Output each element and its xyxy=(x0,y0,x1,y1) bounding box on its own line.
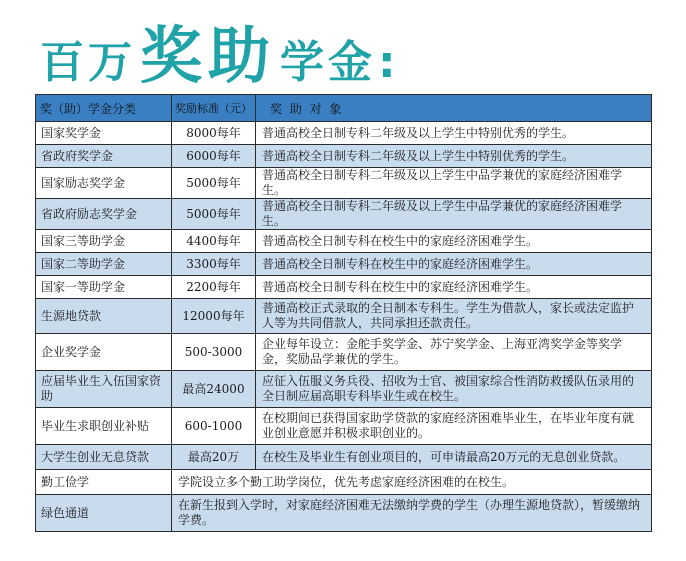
target-cell: 在校期间已获得国家助学贷款的家庭经济困难毕业生，在毕业年度有就业创业意愿并积极求职创业的。 xyxy=(256,408,652,445)
category-cell: 国家二等助学金 xyxy=(36,253,172,276)
amount-cell: 500-3000 xyxy=(172,334,256,371)
table-row xyxy=(36,168,652,199)
table-header-row xyxy=(36,95,652,122)
page-title xyxy=(40,6,396,90)
amount-cell: 4400每年 xyxy=(172,230,256,253)
header-target: 奖 助 对 象 xyxy=(256,95,652,122)
target-cell: 普通高校全日制专科二年级及以上学生中特别优秀的学生。 xyxy=(256,145,652,168)
amount-cell: 600-1000 xyxy=(172,408,256,445)
target-cell: 普通高校全日制专科二年级及以上学生中品学兼优的家庭经济困难学生。 xyxy=(256,199,652,230)
table-row xyxy=(36,276,652,299)
category-cell: 生源地贷款 xyxy=(36,299,172,334)
amount-cell: 8000每年 xyxy=(172,122,256,145)
category-cell: 大学生创业无息贷款 xyxy=(36,445,172,470)
category-cell: 国家励志奖学金 xyxy=(36,168,172,199)
scholarship-table xyxy=(35,94,652,532)
target-cell: 普通高校全日制专科二年级及以上学生中特别优秀的学生。 xyxy=(256,122,652,145)
amount-cell: 3300每年 xyxy=(172,253,256,276)
title-part-1: 百万 xyxy=(40,37,136,88)
category-cell: 勤工俭学 xyxy=(36,470,172,495)
amount-cell: 5000每年 xyxy=(172,168,256,199)
table-row xyxy=(36,371,652,408)
amount-cell: 2200每年 xyxy=(172,276,256,299)
table-row xyxy=(36,299,652,334)
table-row xyxy=(36,445,652,470)
category-cell: 绿色通道 xyxy=(36,495,172,532)
category-cell: 应届毕业生入伍国家资助 xyxy=(36,371,172,408)
table-row xyxy=(36,199,652,230)
target-cell: 普通高校全日制专科在校生中的家庭经济困难学生。 xyxy=(256,253,652,276)
title-colon: : xyxy=(378,37,396,88)
amount-cell: 6000每年 xyxy=(172,145,256,168)
table-row xyxy=(36,408,652,445)
category-cell: 国家三等助学金 xyxy=(36,230,172,253)
table-row xyxy=(36,122,652,145)
table-row xyxy=(36,145,652,168)
category-cell: 省政府奖学金 xyxy=(36,145,172,168)
category-cell: 省政府励志奖学金 xyxy=(36,199,172,230)
table-row xyxy=(36,495,652,532)
amount-cell: 5000每年 xyxy=(172,199,256,230)
target-cell: 普通高校全日制专科在校生中的家庭经济困难学生。 xyxy=(256,230,652,253)
category-cell: 国家一等助学金 xyxy=(36,276,172,299)
target-cell: 普通高校正式录取的全日制本专科生。学生为借款人，家长或法定监护人等为共同借款人，共同承担还款责任。 xyxy=(256,299,652,334)
target-cell: 普通高校全日制专科在校生中的家庭经济困难学生。 xyxy=(256,276,652,299)
amount-cell: 最高24000 xyxy=(172,371,256,408)
table-row xyxy=(36,230,652,253)
category-cell: 毕业生求职创业补贴 xyxy=(36,408,172,445)
target-cell: 企业每年设立：金舵手奖学金、苏宁奖学金、上海亚湾奖学金等奖学金，奖励品学兼优的学生。 xyxy=(256,334,652,371)
table-row xyxy=(36,334,652,371)
target-cell: 在校生及毕业生有创业项目的，可申请最高20万元的无息创业贷款。 xyxy=(256,445,652,470)
amount-cell: 最高20万 xyxy=(172,445,256,470)
title-part-3: 学金 xyxy=(280,37,377,88)
target-cell: 在新生报到入学时，对家庭经济困难无法缴纳学费的学生（办理生源地贷款），暂缓缴纳学费。 xyxy=(172,495,652,532)
target-cell: 学院设立多个勤工助学岗位，优先考虑家庭经济困难的在校生。 xyxy=(172,470,652,495)
table-row xyxy=(36,470,652,495)
table-row xyxy=(36,253,652,276)
header-amount: 奖励标准（元） xyxy=(172,95,256,122)
title-part-2: 奖助 xyxy=(140,19,277,92)
header-category: 奖（助）学金分类 xyxy=(36,95,172,122)
category-cell: 国家奖学金 xyxy=(36,122,172,145)
category-cell: 企业奖学金 xyxy=(36,334,172,371)
target-cell: 应征入伍服义务兵役、招收为士官、被国家综合性消防救援队伍录用的全日制应届高职专科毕业生或在校生。 xyxy=(256,371,652,408)
target-cell: 普通高校全日制专科二年级及以上学生中品学兼优的家庭经济困难学生。 xyxy=(256,168,652,199)
amount-cell: 12000每年 xyxy=(172,299,256,334)
